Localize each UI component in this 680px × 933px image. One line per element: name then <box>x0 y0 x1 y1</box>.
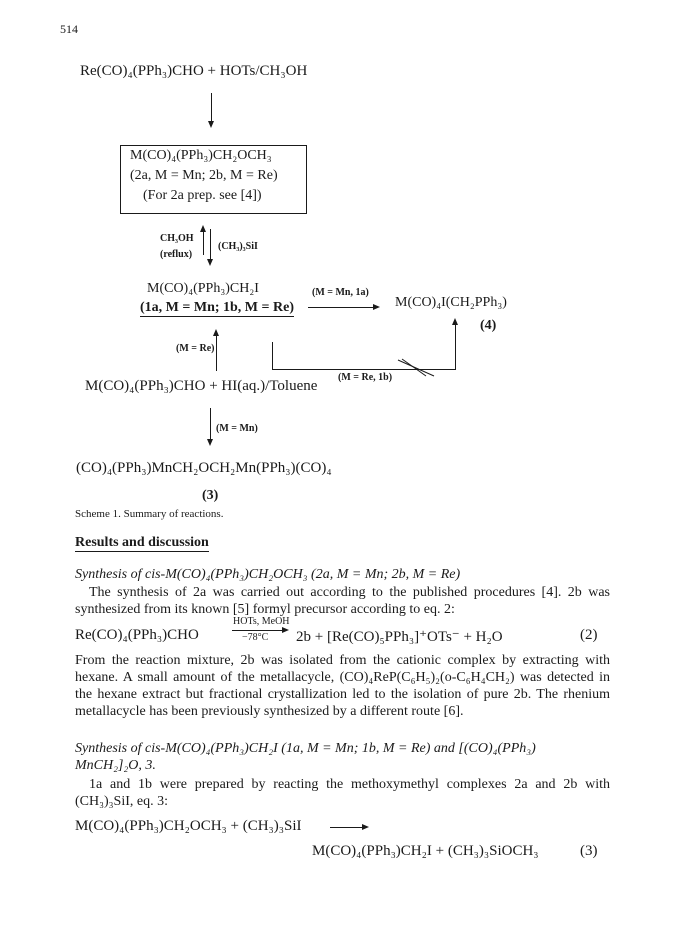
eq3-left: M(CO)₄(PPh₃)CH₂OCH₃ + (CH₃)₃SiI <box>75 818 302 834</box>
box-line-1: M(CO)₄(PPh₃)CH₂OCH₃ <box>130 148 272 163</box>
label-mn-1a: (M = Mn, 1a) <box>312 287 369 298</box>
subsection-2-para: 1a and 1b were prepared by reacting the methoxymethyl complexes 2a and 2b with (CH₃)₃SiI, eq. 3: <box>75 777 610 809</box>
label-ch3oh: CH₃OH <box>160 233 194 244</box>
subsection-2-title-2: MnCH₂]₂O, 3. <box>75 758 156 773</box>
label-reflux: (reflux) <box>160 249 193 260</box>
eq2-arrowhead <box>282 627 289 633</box>
eq3-arrowhead <box>362 824 369 830</box>
iodide-line-1: M(CO)₄(PPh₃)CH₂I <box>147 281 259 296</box>
cross-mark <box>396 358 436 378</box>
scheme-arrow-6 <box>210 408 211 441</box>
iodide-line-2: (1a, M = Mn; 1b, M = Re) <box>140 300 294 315</box>
scheme-re-route-stub <box>272 342 273 369</box>
scheme-caption: Scheme 1. Summary of reactions. <box>75 508 224 520</box>
scheme-arrow-2b <box>210 229 211 261</box>
subsection-1-para-1: The synthesis of 2a was carried out according to the published procedures [4]. 2b was synthesized from its known [5] formyl precursor according to eq. 2: <box>75 585 610 617</box>
label-re: (M = Re) <box>176 343 215 354</box>
scheme-arrowhead-1 <box>208 121 214 128</box>
scheme-arrow-3 <box>308 307 374 308</box>
label-mn: (M = Mn) <box>216 423 258 434</box>
formyl-line: M(CO)₄(PPh₃)CHO + HI(aq.)/Toluene <box>85 378 318 394</box>
eq3-number: (3) <box>580 843 598 859</box>
page-number: 514 <box>60 22 78 36</box>
ether-number: (3) <box>202 488 219 503</box>
eq2-right: 2b + [Re(CO)₅PPh₃]⁺OTs⁻ + H₂O <box>296 629 503 645</box>
eq3-right: M(CO)₄(PPh₃)CH₂I + (CH₃)₃SiOCH₃ <box>312 843 539 859</box>
eq2-over: HOTs, MeOH <box>233 616 290 627</box>
box-line-3: (For 2a prep. see [4]) <box>143 188 262 203</box>
label-tmsi: (CH₃)₃SiI <box>218 241 258 252</box>
eq2-arrow <box>232 630 284 631</box>
box-line-2: (2a, M = Mn; 2b, M = Re) <box>130 168 278 183</box>
scheme-arrowhead-5 <box>213 329 219 336</box>
scheme-arrow-5 <box>216 333 217 371</box>
scheme-arrowhead-6 <box>207 439 213 446</box>
eq2-under: −78°C <box>242 632 269 643</box>
subsection-1-title: Synthesis of cis-M(CO)₄(PPh₃)CH₂OCH₃ (2a, M = Mn; 2b, M = Re) <box>75 567 461 582</box>
eq2-left: Re(CO)₄(PPh₃)CHO <box>75 627 199 643</box>
section-heading: Results and discussion <box>75 535 209 550</box>
scheme-arrow-2a <box>203 229 204 255</box>
scheme-arrow-1 <box>211 93 212 122</box>
subsection-2-title-1: Synthesis of cis-M(CO)₄(PPh₃)CH₂I (1a, M = Mn; 1b, M = Re) and [(CO)₄(PPh₃) <box>75 741 536 756</box>
scheme-arrowhead-2a <box>200 225 206 232</box>
label-re-1b: (M = Re, 1b) <box>338 372 393 383</box>
eq3-arrow <box>330 827 364 828</box>
scheme-arrowhead-3 <box>373 304 380 310</box>
scheme-arrowhead-2b <box>207 259 213 266</box>
subsection-1-para-2: From the reaction mixture, 2b was isolated from the cationic complex by extracting with hexane. A small amount of the metallacycle, (CO)₄ReP(C₆H₅)₂(o-C₆H₄CH₂) was detected in the hexane extract but fractional crystallization led to the isolation of pure 2b. The rhenium metallacycle has been previously synthesized by a different route [6]. <box>75 653 610 719</box>
product-4-number: (4) <box>480 318 497 333</box>
eq2-number: (2) <box>580 627 598 643</box>
scheme-top-reaction: Re(CO)₄(PPh₃)CHO + HOTs/CH₃OH <box>80 63 308 79</box>
scheme-arrow-4 <box>455 322 456 370</box>
scheme-arrowhead-4 <box>452 318 458 325</box>
product-4: M(CO)₄I(CH₂PPh₃) <box>395 295 507 310</box>
ether-line: (CO)₄(PPh₃)MnCH₂OCH₂Mn(PPh₃)(CO)₄ <box>76 460 332 476</box>
